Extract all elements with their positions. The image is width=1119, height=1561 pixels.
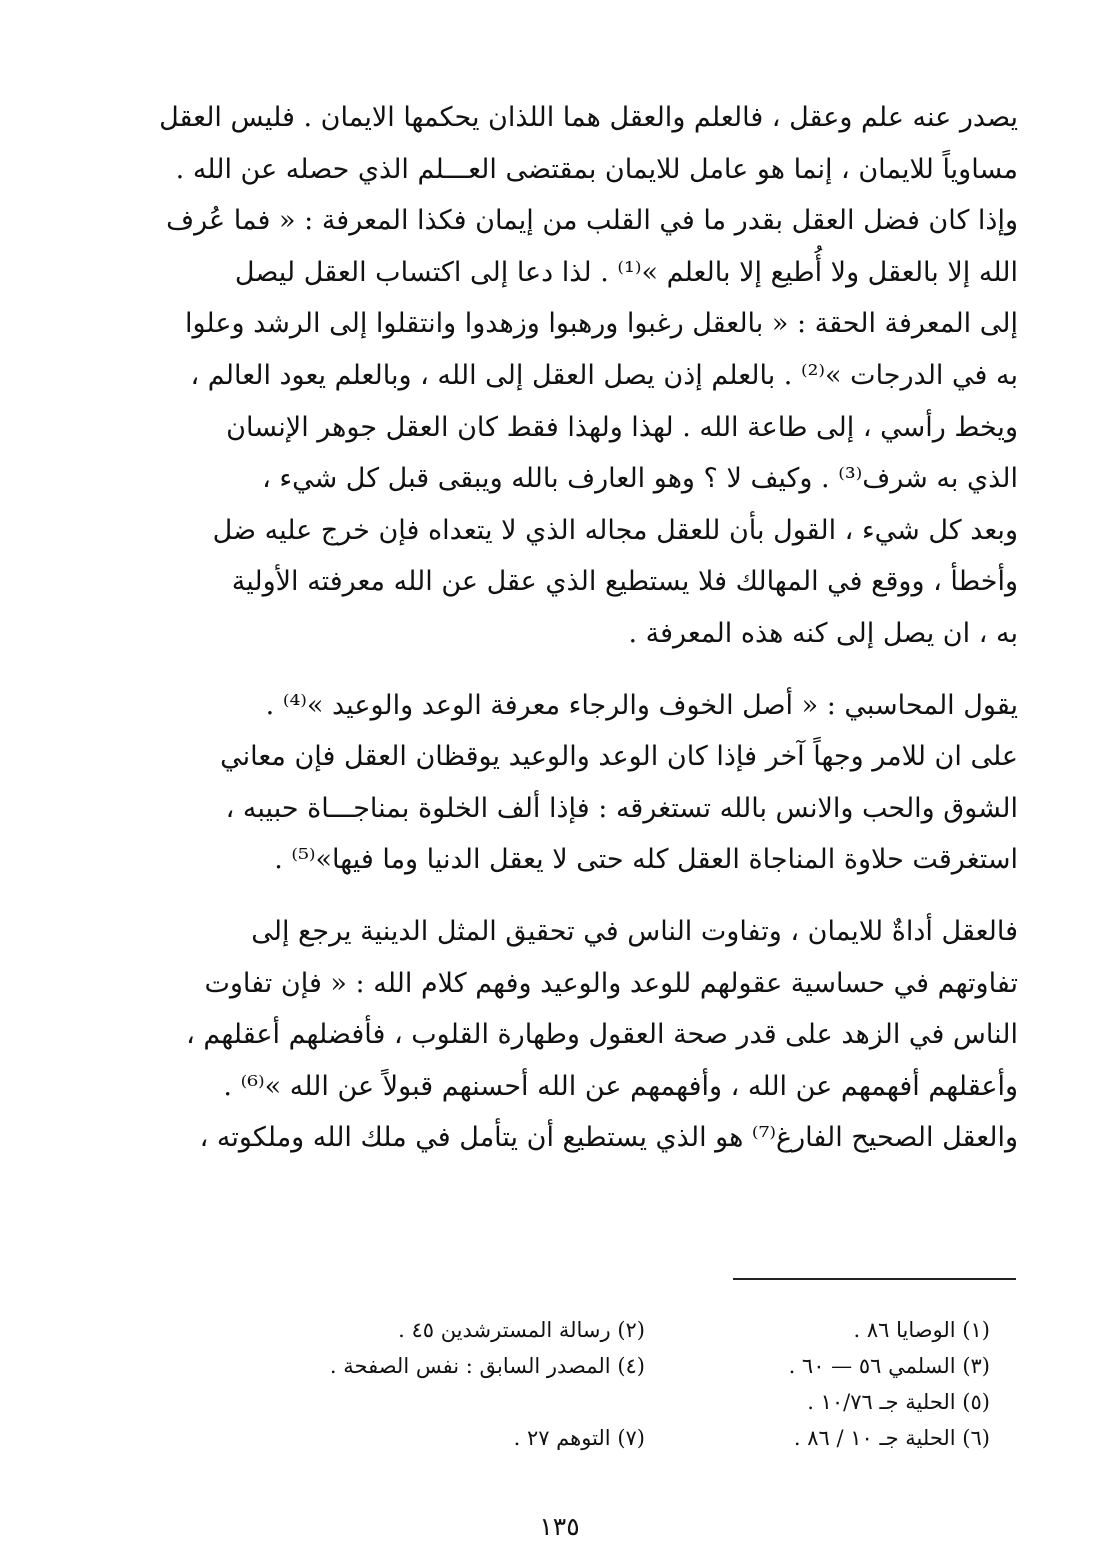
text-line: الله إلا بالعقل ولا أُطيع إلا بالعلم »⁽¹⁾ . لذا دعا إلى اكتساب العقل ليصل [234,256,1018,288]
footnote-1: (١) الوصايا ٨٦ . [853,1318,990,1342]
text-line: إلى المعرفة الحقة : « بالعقل رغبوا ورهبوا وزهدوا وانتقلوا إلى الرشد وعلوا [184,308,1018,340]
footnote-6: (٦) الحلية جـ ١٠ / ٨٦ . [793,1426,990,1450]
text-line: الشوق والحب والانس بالله تستغرقه : فإذا ألف الخلوة بمناجـــاة حبيبه ، [225,792,1018,824]
text-line: الناس في الزهد على قدر صحة العقول وطهارة القلوب ، فأفضلهم أعقلهم ، [186,1019,1018,1051]
text-line: به ، ان يصل إلى كنه هذه المعرفة . [628,617,1018,649]
text-line: الذي به شرف⁽³⁾ . وكيف لا ؟ وهو العارف بالله ويبقى قبل كل شيء ، [262,463,1018,495]
text-line: استغرقت حلاوة المناجاة العقل كله حتى لا يعقل الدنيا وما فيها»⁽⁵⁾ . [274,844,1018,876]
text-line: وإذا كان فضل العقل بقدر ما في القلب من إيمان فكذا المعرفة : « فما عُرف [166,205,1018,237]
text-line: يقول المحاسبي : « أصل الخوف والرجاء معرفة الوعد والوعيد »⁽⁴⁾ . [265,689,1018,721]
footnote-4: (٤) المصدر السابق : نفس الصفحة . [329,1354,645,1378]
text-line: وأخطأ ، ووقع في المهالك فلا يستطيع الذي عقل عن الله معرفته الأولية [231,566,1018,598]
page-number: ١٣٥ [539,1512,580,1541]
text-line: مساوياً للايمان ، إنما هو عامل للايمان بمقتضى العـــلم الذي حصله عن الله . [175,153,1018,185]
text-line: ويخط رأسي ، إلى طاعة الله . لهذا ولهذا فقط كان العقل جوهر الإنسان [226,411,1018,443]
text-line: على ان للامر وجهاً آخر فإذا كان الوعد والوعيد يوقظان العقل فإن معاني [220,741,1018,773]
text-line: تفاوتهم في حساسية عقولهم للوعد والوعيد وفهم كلام الله : « فإن تفاوت [204,967,1018,999]
paragraph-3 [100,906,1018,1164]
text-line: به في الدرجات »⁽²⁾ . بالعلم إذن يصل العقل إلى الله ، وبالعلم يعود العالم ، [190,359,1018,391]
paragraph-1 [100,92,1018,660]
footnote-3: (٣) السلمي ٥٦ — ٦٠ . [788,1354,990,1378]
footnotes [300,1312,990,1456]
footnote-divider [733,1278,1016,1280]
footnote-2: (٢) رسالة المسترشدين ٤٥ . [398,1318,645,1342]
footnote-7: (٧) التوهم ٢٧ . [513,1426,645,1450]
text-line: والعقل الصحيح الفارغ⁽⁷⁾ هو الذي يستطيع أن يتأمل في ملك الله وملكوته ، [199,1122,1018,1154]
text-line: يصدر عنه علم وعقل ، فالعلم والعقل هما اللذان يحكمها الايمان . فليس العقل [159,102,1018,133]
text-line: فالعقل أداةٌ للايمان ، وتفاوت الناس في تحقيق المثل الدينية يرجع إلى [251,915,1018,947]
main-text [100,92,1018,1164]
paragraph-2 [100,680,1018,886]
footnote-empty [300,1384,645,1420]
text-line: وأعقلهم أفهمهم عن الله ، وأفهمهم عن الله أحسنهم قبولاً عن الله »⁽⁶⁾ . [223,1070,1018,1102]
footnote-5: (٥) الحلية جـ ١٠/٧٦ . [807,1390,990,1414]
text-line: وبعد كل شيء ، القول بأن للعقل مجاله الذي لا يتعداه فإن خرج عليه ضل [212,514,1018,546]
